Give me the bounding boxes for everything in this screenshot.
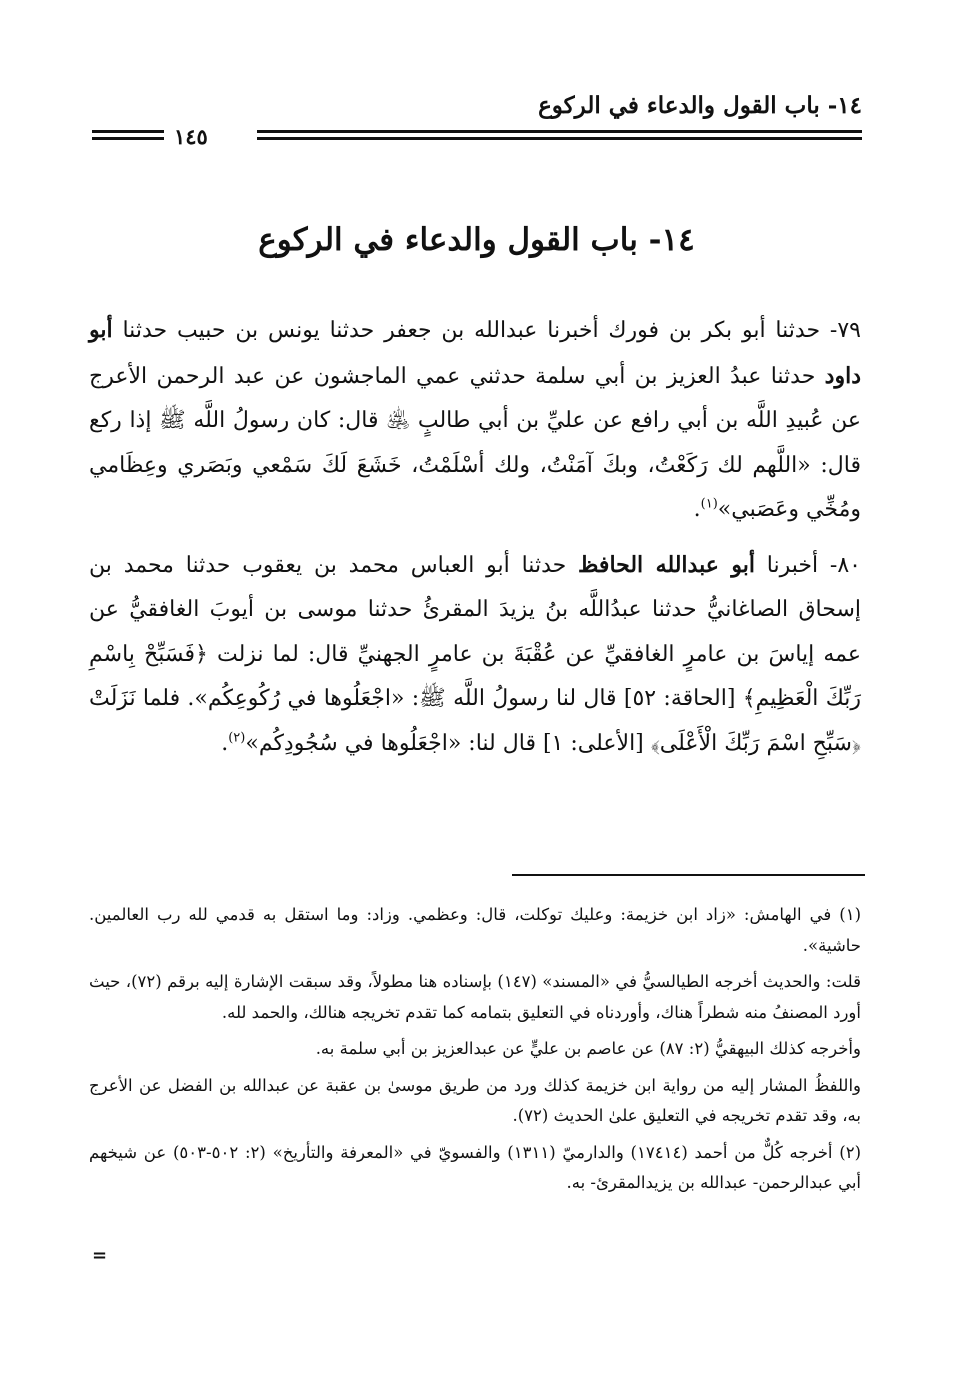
hadith-80-end: .	[221, 730, 229, 756]
continuation-mark: =	[92, 1245, 108, 1266]
hadith-80	[89, 543, 861, 767]
hadith-79-part1: ٧٩- حدثنا أبو بكر بن فورك أخبرنا عبدالله بن جعفر حدثنا يونس بن حبيب حدثنا	[112, 318, 861, 343]
page-number: ١٤٥	[174, 124, 208, 149]
footnote-1-note-c: واللفظُ المشار إليه من رواية ابن خزيمة كذلك ورد من طريق موسىٰ بن عقبة عن عبدالله بن الفضل عن الأعرج به، وقد تقدم تخريجه في التعليق علىٰ الحديث (٧٢).	[89, 1075, 861, 1125]
hadith-80-part1: ٨٠- أخبرنا	[754, 552, 861, 578]
footnote-1-note-a: قلت: والحديث أخرجه الطيالسيُّ في «المسند» (١٤٧) بإسناده هنا مطولاً، وقد سبقت الإشارة إليه برقم (٧٢)، حيث أورد المصنفُ منه شطراً هناك، وأوردناه في التعليق بتمامه كما تقدم تخريجه هنالك، والحمد لله.	[89, 972, 861, 1022]
hadith-80-part2: حدثنا أبو العباس محمد بن يعقوب حدثنا محمد بن إسحاق الصاغانيُّ حدثنا عبدُاللَّه بنُ يزيدَ المقرئُ حدثنا موسى بن أيوبَ الغافقيُّ عن عمه إياسَ بن عامرٍ الغافقيِّ عن عُقْبَةَ بن عامرٍ الجهنيِّ قال: لما نزلت ﴿فَسَبِّحْ بِاسْمِ رَبِّكَ الْعَظِيمِ﴾ [الحاقة: ٥٢] قال لنا رسولُ اللَّه ﷺ: «اجْعَلُوها في رُكُوعِكُم». فلما نَزَلَتْ ﴿سَبِّحِ اسْمَ رَبِّكَ الْأَعْلَى﴾ [الأعلى: ١] قال لنا: «اجْعَلُوها في سُجُودِكُم»	[89, 552, 861, 756]
running-header	[92, 92, 862, 152]
footnote-separator	[512, 874, 865, 876]
hadith-79-end: .	[693, 497, 701, 522]
footnote-1: (١) في الهامش: «زاد ابن خزيمة: وعليك توكلت، قال: وعظمي. وزاد: وما استقل به قدمي لله رب العالمين. حاشية».	[89, 905, 861, 955]
footnotes	[89, 900, 861, 1205]
footnote-2: (٢) أخرجه كُلٌّ من أحمد (١٧٤١٤) والدارميّ (١٣١١) والفسويّ في «المعرفة والتأريخ» (٢: ٥٠٢-٥٠٣) عن شيخهم أبي عبدالرحمن- عبدالله بن يزيدالمقرئ- به.	[89, 1142, 861, 1192]
hadith-80-bold-name: أبو عبدالله الحافظ	[578, 551, 755, 578]
footnote-ref-2: (٢)	[228, 730, 246, 746]
header-double-rule-left	[92, 130, 164, 140]
hadith-79	[89, 308, 861, 533]
footnote-ref-1: (١)	[700, 496, 718, 512]
footnote-1-note-b: وأخرجه كذلك البيهقيُّ (٢: ٨٧) عن عاصم بن عليٍّ عن عبدالعزيز بن أبي سلمة به.	[315, 1039, 861, 1058]
hadith-79-part2: حدثنا عبدُ العزيز بن أبي سلمة حدثني عمي الماجشون عن عبد الرحمن الأعرج عن عُبيدِ اللَّه بن أبي رافع عن عليِّ بن أبي طالبٍ ﵁ قال: كان رسولُ اللَّه ﷺ إذا ركع قال: «اللَّهم لك رَكَعْتُ، وبكَ آمَنْتُ، ولك أسْلَمْتُ، خَشَعَ لَكَ سَمْعي وبَصَري وعِظَامي ومُخِّي وعَصَبي»	[89, 363, 861, 522]
header-double-rule-right	[257, 130, 862, 140]
running-title: ١٤- باب القول والدعاء في الركوع	[538, 92, 862, 119]
main-text	[89, 308, 861, 774]
hadith-79-bold-name: أبو داود	[89, 317, 861, 389]
chapter-title: ١٤- باب القول والدعاء في الركوع	[258, 222, 695, 258]
